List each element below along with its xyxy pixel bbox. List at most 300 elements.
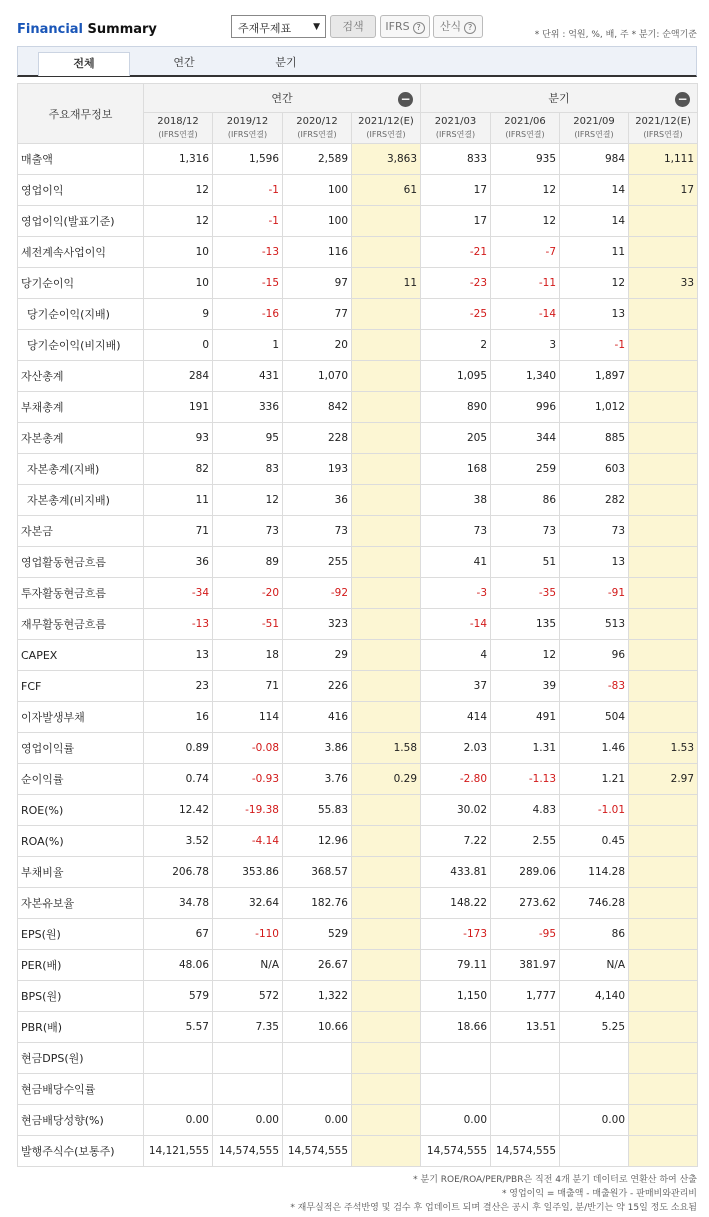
toolbar — [0, 0, 709, 46]
table-cell: 1,095 — [421, 361, 491, 392]
table-cell: 168 — [421, 454, 491, 485]
table-cell: -23 — [421, 268, 491, 299]
table-cell: 34.78 — [144, 888, 213, 919]
table-cell — [629, 547, 698, 578]
table-cell: 13 — [560, 547, 629, 578]
table-cell — [629, 1074, 698, 1105]
table-cell: 14,574,555 — [491, 1136, 560, 1167]
table-cell — [560, 1136, 629, 1167]
table-row — [18, 764, 698, 795]
table-cell: 0.00 — [283, 1105, 352, 1136]
table-cell — [629, 857, 698, 888]
table-cell: -14 — [421, 609, 491, 640]
table-cell: 323 — [283, 609, 352, 640]
table-cell: 51 — [491, 547, 560, 578]
table-cell: 431 — [213, 361, 283, 392]
table-cell: 20 — [283, 330, 352, 361]
help-icon: ? — [413, 22, 425, 34]
table-cell — [629, 888, 698, 919]
title-financial: Financial — [17, 22, 84, 37]
table-cell — [629, 795, 698, 826]
table-cell — [629, 578, 698, 609]
table-cell: 96 — [560, 640, 629, 671]
table-cell — [144, 1074, 213, 1105]
table-cell: 1.53 — [629, 733, 698, 764]
annual-group-label: 연간 — [271, 92, 293, 105]
table-cell — [283, 1043, 352, 1074]
table-cell — [352, 826, 421, 857]
table-cell: 26.67 — [283, 950, 352, 981]
table-cell: 1,596 — [213, 144, 283, 175]
title-summary: Summary — [83, 22, 157, 37]
table-row — [18, 330, 698, 361]
table-cell: 116 — [283, 237, 352, 268]
table-cell: -14 — [491, 299, 560, 330]
table-cell — [491, 1043, 560, 1074]
table-row — [18, 392, 698, 423]
table-cell — [629, 299, 698, 330]
table-cell: -35 — [491, 578, 560, 609]
table-cell — [629, 1043, 698, 1074]
period-date: 2019/12 — [226, 116, 269, 127]
table-cell: 0.29 — [352, 764, 421, 795]
table-cell: -25 — [421, 299, 491, 330]
row-label: 영업이익률 — [18, 733, 144, 764]
table-cell — [213, 1043, 283, 1074]
table-cell: 9 — [144, 299, 213, 330]
period-date: 2021/03 — [434, 116, 477, 127]
table-cell: 1.46 — [560, 733, 629, 764]
row-label: FCF — [18, 671, 144, 702]
table-cell: 0.00 — [213, 1105, 283, 1136]
table-cell — [560, 1043, 629, 1074]
table-cell — [352, 299, 421, 330]
collapse-quarter-icon[interactable]: − — [675, 92, 690, 107]
table-row — [18, 950, 698, 981]
table-row — [18, 206, 698, 237]
row-label: PBR(배) — [18, 1012, 144, 1043]
tab-annual[interactable]: 연간 — [173, 56, 195, 69]
table-cell: 368.57 — [283, 857, 352, 888]
table-cell: 2 — [421, 330, 491, 361]
table-cell: 12 — [144, 206, 213, 237]
row-label: PER(배) — [18, 950, 144, 981]
table-cell: 206.78 — [144, 857, 213, 888]
table-cell: -51 — [213, 609, 283, 640]
row-label: 영업이익 — [18, 175, 144, 206]
statement-type-select[interactable] — [231, 15, 326, 38]
period-header — [352, 113, 421, 144]
table-cell — [144, 1043, 213, 1074]
table-cell: 4 — [421, 640, 491, 671]
table-cell: -13 — [213, 237, 283, 268]
table-cell: 14,121,555 — [144, 1136, 213, 1167]
period-basis: (IFRS연결) — [643, 130, 683, 139]
row-label: 현금배당수익률 — [18, 1074, 144, 1105]
table-cell: 18.66 — [421, 1012, 491, 1043]
period-basis: (IFRS연결) — [435, 130, 476, 139]
table-cell: 12.42 — [144, 795, 213, 826]
table-cell: 0.45 — [560, 826, 629, 857]
table-cell: 603 — [560, 454, 629, 485]
period-header — [421, 113, 491, 144]
table-cell: -13 — [144, 609, 213, 640]
table-cell — [352, 857, 421, 888]
table-cell: 29 — [283, 640, 352, 671]
row-label: 재무활동현금흐름 — [18, 609, 144, 640]
table-cell: 11 — [560, 237, 629, 268]
table-cell — [421, 1074, 491, 1105]
table-cell: -83 — [560, 671, 629, 702]
table-cell — [352, 671, 421, 702]
table-cell: 1.21 — [560, 764, 629, 795]
table-cell: 416 — [283, 702, 352, 733]
table-cell — [352, 609, 421, 640]
table-cell: 255 — [283, 547, 352, 578]
table-cell: 71 — [213, 671, 283, 702]
table-cell — [352, 578, 421, 609]
table-cell: -173 — [421, 919, 491, 950]
table-cell: 353.86 — [213, 857, 283, 888]
table-cell: 226 — [283, 671, 352, 702]
table-cell: 97 — [283, 268, 352, 299]
table-cell: 205 — [421, 423, 491, 454]
period-date: 2021/12(E) — [358, 116, 414, 127]
chevron-down-icon: ▼ — [313, 22, 320, 32]
table-cell: 890 — [421, 392, 491, 423]
select-value: 주재무제표 — [238, 22, 292, 35]
table-cell: 114 — [213, 702, 283, 733]
table-row — [18, 609, 698, 640]
table-row — [18, 144, 698, 175]
table-cell: 95 — [213, 423, 283, 454]
table-cell: 67 — [144, 919, 213, 950]
table-cell: 82 — [144, 454, 213, 485]
table-row — [18, 640, 698, 671]
table-cell: -1 — [213, 206, 283, 237]
table-cell — [352, 392, 421, 423]
table-cell — [352, 702, 421, 733]
period-basis: (IFRS연결) — [366, 130, 406, 139]
footnote: * 재무실적은 주석반영 및 검수 후 업데이트 되며 결산은 공시 후 일주일, 분/반기는 약 15일 정도 소요됨 — [290, 1203, 697, 1213]
table-cell: 182.76 — [283, 888, 352, 919]
financial-summary-table — [17, 83, 698, 1167]
help-icon: ? — [464, 22, 476, 34]
period-basis: (IFRS연결) — [297, 130, 337, 139]
table-cell: 14,574,555 — [421, 1136, 491, 1167]
table-cell: -2.80 — [421, 764, 491, 795]
table-cell: 73 — [421, 516, 491, 547]
table-row — [18, 1105, 698, 1136]
table-row — [18, 888, 698, 919]
table-cell: 100 — [283, 206, 352, 237]
table-cell: 935 — [491, 144, 560, 175]
row-label: EPS(원) — [18, 919, 144, 950]
table-cell: 0 — [144, 330, 213, 361]
table-row — [18, 981, 698, 1012]
table-cell: -15 — [213, 268, 283, 299]
table-cell — [629, 206, 698, 237]
row-label: ROE(%) — [18, 795, 144, 826]
table-cell — [352, 237, 421, 268]
table-cell: 36 — [144, 547, 213, 578]
table-cell: 504 — [560, 702, 629, 733]
table-row — [18, 857, 698, 888]
period-basis: (IFRS연결) — [158, 130, 198, 139]
row-label: 자본유보율 — [18, 888, 144, 919]
table-cell — [629, 516, 698, 547]
period-date: 2021/12(E) — [635, 116, 691, 127]
table-cell: -20 — [213, 578, 283, 609]
table-cell — [352, 454, 421, 485]
table-cell: 79.11 — [421, 950, 491, 981]
table-cell: 4,140 — [560, 981, 629, 1012]
period-date: 2020/12 — [296, 116, 338, 127]
table-cell: 12 — [213, 485, 283, 516]
table-cell: 0.74 — [144, 764, 213, 795]
table-cell: 39 — [491, 671, 560, 702]
table-row — [18, 423, 698, 454]
table-cell: 7.22 — [421, 826, 491, 857]
table-cell: 2.03 — [421, 733, 491, 764]
table-cell: 0.89 — [144, 733, 213, 764]
table-cell: 16 — [144, 702, 213, 733]
table-cell: 1,322 — [283, 981, 352, 1012]
row-label: 부채총계 — [18, 392, 144, 423]
table-cell — [352, 206, 421, 237]
table-cell: 1,897 — [560, 361, 629, 392]
table-cell: -19.38 — [213, 795, 283, 826]
table-cell — [352, 640, 421, 671]
table-cell: 48.06 — [144, 950, 213, 981]
table-cell — [352, 485, 421, 516]
period-date: 2021/06 — [504, 116, 546, 127]
row-label: 발행주식수(보통주) — [18, 1136, 144, 1167]
period-header — [144, 113, 213, 144]
table-cell: 381.97 — [491, 950, 560, 981]
table-cell: 885 — [560, 423, 629, 454]
table-cell — [629, 1012, 698, 1043]
table-cell: 12.96 — [283, 826, 352, 857]
table-cell — [629, 671, 698, 702]
table-cell: 73 — [283, 516, 352, 547]
table-row — [18, 826, 698, 857]
table-cell — [352, 1136, 421, 1167]
table-cell: 336 — [213, 392, 283, 423]
table-cell — [352, 888, 421, 919]
table-row — [18, 299, 698, 330]
ifrs-button[interactable] — [380, 15, 430, 38]
table-cell: 289.06 — [491, 857, 560, 888]
table-cell — [629, 609, 698, 640]
table-cell: -110 — [213, 919, 283, 950]
row-label: 자본총계 — [18, 423, 144, 454]
table-cell: 135 — [491, 609, 560, 640]
table-row — [18, 795, 698, 826]
table-cell: 4.83 — [491, 795, 560, 826]
table-cell: 13.51 — [491, 1012, 560, 1043]
row-label: 부채비율 — [18, 857, 144, 888]
unit-note: * 단위 : 억원, %, 배, 주 * 분기: 순액기준 — [534, 30, 697, 40]
table-cell: 579 — [144, 981, 213, 1012]
row-label: 투자활동현금흐름 — [18, 578, 144, 609]
table-cell: 17 — [421, 206, 491, 237]
table-cell — [629, 454, 698, 485]
table-cell: 12 — [491, 175, 560, 206]
table-cell: 30.02 — [421, 795, 491, 826]
table-cell — [352, 516, 421, 547]
table-row — [18, 1012, 698, 1043]
table-cell: N/A — [213, 950, 283, 981]
table-row — [18, 237, 698, 268]
table-cell: 3.86 — [283, 733, 352, 764]
table-cell — [352, 1074, 421, 1105]
table-cell: 86 — [491, 485, 560, 516]
formula-label: 산식 — [439, 20, 462, 33]
table-row — [18, 175, 698, 206]
table-cell: 2.55 — [491, 826, 560, 857]
table-cell: 10 — [144, 237, 213, 268]
table-cell — [352, 1043, 421, 1074]
table-cell: 228 — [283, 423, 352, 454]
table-row — [18, 733, 698, 764]
table-cell: 529 — [283, 919, 352, 950]
table-cell: 746.28 — [560, 888, 629, 919]
table-cell: 191 — [144, 392, 213, 423]
table-cell: 61 — [352, 175, 421, 206]
table-cell: 14,574,555 — [213, 1136, 283, 1167]
table-cell: 148.22 — [421, 888, 491, 919]
table-cell — [352, 795, 421, 826]
footnote: * 분기 ROE/ROA/PER/PBR은 직전 4개 분기 데이터로 연환산 하여 산출 — [413, 1175, 697, 1185]
table-cell: 1,316 — [144, 144, 213, 175]
table-cell — [352, 981, 421, 1012]
table-cell: 3 — [491, 330, 560, 361]
table-row — [18, 919, 698, 950]
table-cell — [629, 485, 698, 516]
table-cell: 0.00 — [421, 1105, 491, 1136]
table-cell — [629, 826, 698, 857]
table-cell: -95 — [491, 919, 560, 950]
table-cell: 984 — [560, 144, 629, 175]
table-cell: -4.14 — [213, 826, 283, 857]
table-cell: 100 — [283, 175, 352, 206]
table-cell — [560, 1074, 629, 1105]
table-cell: 12 — [491, 640, 560, 671]
table-cell: 18 — [213, 640, 283, 671]
table-cell: 83 — [213, 454, 283, 485]
table-cell: 13 — [560, 299, 629, 330]
table-cell: 17 — [421, 175, 491, 206]
table-cell — [352, 547, 421, 578]
table-cell: 1,150 — [421, 981, 491, 1012]
formula-button[interactable] — [433, 15, 483, 38]
table-cell: 3.76 — [283, 764, 352, 795]
search-button[interactable]: 검색 — [330, 15, 376, 38]
table-cell: 10.66 — [283, 1012, 352, 1043]
table-cell: 344 — [491, 423, 560, 454]
table-cell — [213, 1074, 283, 1105]
table-cell: 36 — [283, 485, 352, 516]
row-label: 현금배당성향(%) — [18, 1105, 144, 1136]
row-label: 자본총계(비지배) — [18, 485, 144, 516]
table-cell: 3.52 — [144, 826, 213, 857]
row-label: 세전계속사업이익 — [18, 237, 144, 268]
table-cell: 12 — [144, 175, 213, 206]
table-cell: 259 — [491, 454, 560, 485]
table-cell: 2.97 — [629, 764, 698, 795]
table-cell: 41 — [421, 547, 491, 578]
quarter-group-header — [421, 84, 698, 113]
row-label: 영업활동현금흐름 — [18, 547, 144, 578]
row-label: 당기순이익(지배) — [18, 299, 144, 330]
table-cell: 89 — [213, 547, 283, 578]
table-cell — [629, 919, 698, 950]
tab-all[interactable]: 전체 — [38, 52, 130, 76]
period-basis: (IFRS연결) — [227, 130, 268, 139]
table-cell: -16 — [213, 299, 283, 330]
table-cell — [629, 392, 698, 423]
table-cell: 1,777 — [491, 981, 560, 1012]
period-header — [491, 113, 560, 144]
table-row — [18, 361, 698, 392]
table-cell: 282 — [560, 485, 629, 516]
table-cell: 13 — [144, 640, 213, 671]
table-row — [18, 1136, 698, 1167]
table-cell — [421, 1043, 491, 1074]
table-cell: 23 — [144, 671, 213, 702]
collapse-annual-icon[interactable]: − — [398, 92, 413, 107]
table-cell: 38 — [421, 485, 491, 516]
table-cell: 93 — [144, 423, 213, 454]
table-cell: 17 — [629, 175, 698, 206]
table-cell: 2,589 — [283, 144, 352, 175]
table-cell: 73 — [560, 516, 629, 547]
quarter-group-label: 분기 — [548, 92, 570, 105]
table-cell — [629, 423, 698, 454]
table-cell — [491, 1074, 560, 1105]
table-cell: 55.83 — [283, 795, 352, 826]
table-cell — [629, 1136, 698, 1167]
table-cell: 996 — [491, 392, 560, 423]
table-cell — [352, 330, 421, 361]
table-cell — [629, 330, 698, 361]
row-label: BPS(원) — [18, 981, 144, 1012]
table-cell: 491 — [491, 702, 560, 733]
table-cell: -1.13 — [491, 764, 560, 795]
row-label: CAPEX — [18, 640, 144, 671]
table-cell: 273.62 — [491, 888, 560, 919]
table-cell: 572 — [213, 981, 283, 1012]
table-cell — [629, 1105, 698, 1136]
table-cell — [629, 640, 698, 671]
footnotes — [290, 1173, 697, 1215]
row-label: 당기순이익(비지배) — [18, 330, 144, 361]
table-row — [18, 516, 698, 547]
table-cell: -3 — [421, 578, 491, 609]
tab-quarter[interactable]: 분기 — [275, 56, 297, 69]
table-cell: 73 — [213, 516, 283, 547]
table-cell — [491, 1105, 560, 1136]
footnote: * 영업이익 = 매출액 - 매출원가 - 판매비와관리비 — [501, 1189, 697, 1199]
table-row — [18, 1043, 698, 1074]
table-cell: 114.28 — [560, 857, 629, 888]
table-cell: 11 — [144, 485, 213, 516]
table-cell: -1 — [213, 175, 283, 206]
table-row — [18, 1074, 698, 1105]
table-cell: 1.58 — [352, 733, 421, 764]
row-label: 이자발생부채 — [18, 702, 144, 733]
